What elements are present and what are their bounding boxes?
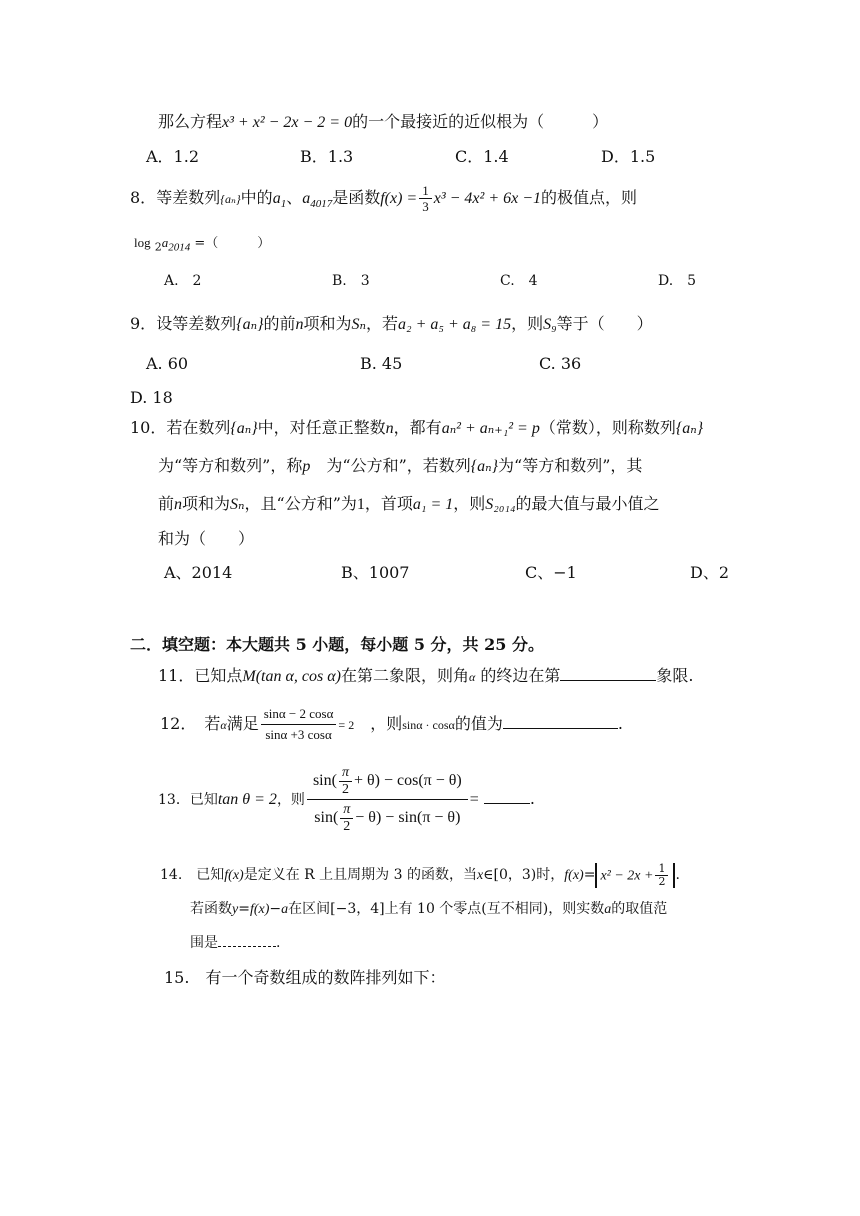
q14-line2-c: − [269, 901, 282, 917]
q14-line3 [190, 930, 280, 954]
q8-stem-d: 的极值点，则 [541, 188, 638, 207]
q7-stem [158, 111, 608, 134]
q11-stem-b: 在第二象限，则角 [340, 666, 469, 685]
q12-stem-c: ，则 [370, 714, 403, 733]
q10-line2-a: 为“等方和数列”，称 [158, 456, 303, 475]
q8-fraction: $\frac{1}{3}$ [419, 183, 432, 214]
q9-option-a[interactable]: A. 60 [146, 354, 189, 373]
q13-condition: tan θ = 2 [217, 791, 277, 808]
q10-option-c[interactable]: C、−1 [525, 563, 577, 582]
q7-option-b[interactable]: B．1.3 [300, 147, 354, 166]
q10-line1-c: ，都有 [393, 418, 442, 437]
q7-stem-post: 的一个最接近的近似根为（ ） [352, 112, 609, 131]
q10-a1: a₁ = 1 [412, 496, 454, 513]
q10-seq3: {aₙ} [470, 458, 499, 475]
q10-condition: aₙ² + aₙ₊₁² = p [441, 420, 540, 437]
q9-stem-c: 项和为 [303, 314, 352, 333]
q8-stem-b: 中的 [240, 188, 273, 207]
q14-fx: f(x) [224, 868, 244, 883]
q8-seq: {aₙ} [220, 192, 241, 206]
q10-line3 [158, 493, 660, 516]
q8-stem-a: 等差数列 [156, 188, 221, 207]
q13-stem-b: ，则 [276, 792, 305, 808]
q10-line4: 和为（ ） [158, 529, 255, 548]
q14-line2-b: = [238, 901, 250, 917]
q11-stem-c: 的终边在第 [480, 666, 561, 685]
q9-stem-b: 的前 [263, 314, 296, 333]
q14-fx2: f(x) [564, 868, 584, 883]
q14-end: . [675, 867, 680, 883]
q14-line2-fx: f(x) [249, 902, 270, 917]
q9-stem-f: 等于（ ） [556, 314, 653, 333]
q14-line2-a3: a [604, 902, 612, 917]
q8-log-tail: =（ ） [194, 236, 271, 251]
q10-option-b[interactable]: B、1007 [341, 563, 410, 582]
q10-option-d[interactable]: D、2 [690, 563, 730, 582]
q12-stem-d: 的值为 [454, 714, 503, 733]
q10-n2: n [174, 496, 183, 513]
q14-stem-a: 14. 已知 [160, 867, 225, 883]
q8-stem [130, 178, 637, 224]
q7-option-a[interactable]: A．1.2 [146, 147, 200, 166]
q8-stem-c: 是函数 [332, 188, 381, 207]
q9-stem-a: 设等差数列 [156, 314, 237, 333]
q8-option-c[interactable]: C. 4 [500, 273, 538, 289]
q7-option-d[interactable]: D．1.5 [601, 147, 656, 166]
q10-line1-a: 10．若在数列 [130, 418, 231, 437]
q9-seq: {aₙ} [236, 316, 264, 333]
q8-a1: $a_1$ [272, 190, 287, 211]
q12-stem-a: 12． 若 [160, 714, 221, 733]
q8-log: log [134, 235, 151, 250]
q8-log-line: $\log _2a_{2014}$ =（ ） [134, 235, 271, 254]
q9-option-b[interactable]: B. 45 [360, 354, 403, 373]
q10-seq: {aₙ} [230, 420, 258, 437]
q8-func-lhs: f(x) = [380, 190, 418, 207]
q15-stem: 15. 有一个奇数组成的数阵排列如下： [164, 968, 446, 987]
q11-point: M(tan α, cos α) [242, 668, 341, 685]
section2-heading: 二．填空题：本大题共 5 小题，每小题 5 分，共 25 分。 [130, 635, 544, 654]
q9-sn: Sₙ [351, 316, 366, 333]
q10-line2 [158, 455, 642, 478]
q9-n: n [295, 316, 304, 333]
q10-line3-c: ，且“公方和”为 [244, 494, 357, 513]
q10-option-a[interactable]: A、2014 [164, 563, 233, 582]
q11-stem-a: 11．已知点 [158, 666, 243, 685]
q11-stem-d: 象限. [656, 666, 694, 685]
q12-stem [160, 702, 623, 747]
q10-line3-b: 项和为 [182, 494, 231, 513]
q8-option-d[interactable]: D. 5 [658, 273, 697, 289]
q8-option-b[interactable]: B. 3 [332, 273, 370, 289]
q13-stem [158, 760, 535, 839]
q8-sep: 、 [286, 188, 303, 207]
q10-line3-a: 前 [158, 494, 175, 513]
q12-fraction: $\frac{\sin\alpha - 2 \cos\alpha}{\sin\alpha +3 \cos\alpha}$ [261, 704, 337, 745]
q10-seq2: {aₙ} [675, 420, 704, 437]
q14-y: y [232, 902, 239, 917]
q14-stem-c: ∈[0，3)时， [483, 867, 565, 883]
q10-one: 1 [356, 496, 365, 513]
q10-p: p [302, 458, 311, 475]
q12-answer-blank[interactable] [503, 712, 618, 729]
q14-line2 [190, 898, 667, 921]
q10-s2014: S₂₀₁₄ [485, 496, 516, 513]
q9-stem [130, 313, 653, 336]
q9-condition: a₂ + a₅ + a₈ = 15 [398, 316, 512, 333]
q9-option-d[interactable]: D. 18 [130, 388, 173, 407]
q9-s9: S₉ [543, 316, 557, 333]
q10-line1-d: （常数），则称数列 [539, 418, 676, 437]
q11-stem [158, 664, 693, 688]
q12-alpha: α [220, 718, 227, 732]
q10-sn: Sₙ [230, 496, 245, 513]
q8-a4017: $a_{4017}$ [302, 190, 333, 211]
q13-fraction: sin( $\frac{\pi}{2}$ + θ) − cos(π − θ) sin( $\frac{\pi}{2}$ − θ) − sin(π − θ) [307, 763, 468, 836]
q10-line3-d: ，首项 [364, 494, 413, 513]
q10-line3-e: ，则 [453, 494, 486, 513]
q8-option-a[interactable]: A. 2 [164, 273, 202, 289]
q9-option-c[interactable]: C. 36 [539, 354, 582, 373]
q14-abs: x² − 2x + $\frac{1}{2}$ [595, 863, 675, 888]
q14-line3-text: 围是 [190, 935, 218, 951]
q10-line2-b: 为“公方和”，若数列 [326, 456, 471, 475]
q8-number: 8． [130, 188, 157, 207]
q7-equation: x³ + x² − 2x − 2 = 0 [222, 114, 353, 131]
q11-answer-blank[interactable] [560, 664, 656, 681]
q7-stem-pre: 那么方程 [158, 112, 223, 131]
q12-end: . [617, 714, 623, 733]
q14-eq: = [583, 867, 596, 883]
q9-stem-e: ，则 [511, 314, 544, 333]
q10-line3-f: 的最大值与最小值之 [515, 494, 660, 513]
q14-x: x [476, 868, 484, 883]
q14-line3-end: . [276, 935, 281, 951]
q10-n: n [385, 420, 394, 437]
q14-stem-b: 是定义在 R 上且周期为 3 的函数，当 [243, 867, 477, 883]
q13-stem-a: 13．已知 [158, 792, 218, 808]
q10-line1-b: 中，对任意正整数 [257, 418, 386, 437]
q10-line1 [130, 417, 703, 440]
q14-line2-a: 若函数 [190, 901, 232, 917]
q9-stem-d: ，若 [366, 314, 399, 333]
q14-answer-blank[interactable] [218, 930, 276, 947]
q14-line2-e: 的取值范 [611, 901, 668, 917]
q11-alpha: α [468, 670, 476, 684]
q14-line2-a2: a [281, 902, 289, 917]
q8-log-arg: $a_{2014}$ [161, 235, 191, 254]
q13-answer-blank[interactable] [484, 787, 530, 804]
q10-line2-c: 为“等方和数列”，其 [498, 456, 643, 475]
q14-line2-d: 在区间[−3，4]上有 10 个零点(互不相同)，则实数 [288, 901, 605, 917]
q9-number: 9． [130, 314, 157, 333]
q7-option-c[interactable]: C．1.4 [455, 147, 509, 166]
q8-func-rhs: x³ − 4x² + 6x −1 [433, 190, 542, 207]
q13-eq: = [469, 791, 479, 808]
q12-expr: sinα · cosα [402, 718, 455, 732]
q14-line1 [160, 860, 680, 891]
q12-stem-b: 满足 [226, 714, 259, 733]
q12-eq: = 2 [338, 718, 355, 732]
q13-end: . [529, 789, 535, 808]
